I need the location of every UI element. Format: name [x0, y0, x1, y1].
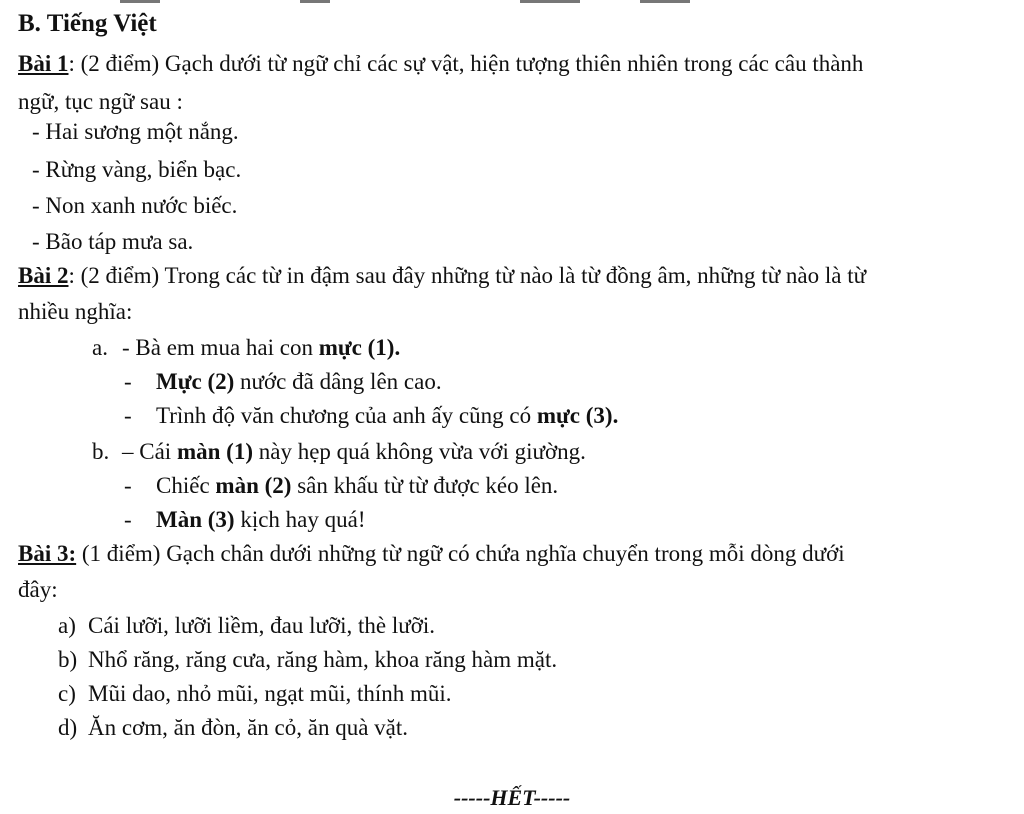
cropped-top-mark — [520, 0, 580, 3]
cropped-top-mark — [300, 0, 330, 3]
bai3-text-line1: (1 điểm) Gạch chân dưới những từ ngữ có chứa nghĩa chuyển trong mỗi dòng dưới — [76, 541, 845, 566]
bai2-b3-bold: Màn (3) — [156, 507, 235, 532]
bai2-item-a2 — [124, 368, 442, 396]
bai2-item-b3 — [124, 506, 366, 534]
bai1-item: - Bão táp mưa sa. — [32, 229, 194, 254]
bullet-dash: - — [124, 369, 132, 394]
bai1-item: - Non xanh nước biếc. — [32, 193, 238, 218]
bai2-a2-text: nước đã dâng lên cao. — [234, 369, 442, 394]
bai3-item-label: b) — [58, 647, 78, 672]
bai2-b3-post: kịch hay quá! — [234, 507, 366, 532]
bai3-item-text: Mũi dao, nhỏ mũi, ngạt mũi, thính mũi. — [88, 681, 452, 706]
bai3-item-text: Ăn cơm, ăn đòn, ăn cỏ, ăn quà vặt. — [88, 715, 409, 740]
bai1-text-line2: ngữ, tục ngữ sau : — [18, 89, 183, 114]
bai3-item-label: d) — [58, 715, 78, 740]
bai2-label: Bài 2 — [18, 263, 69, 288]
bai2-a2-bold: Mực (2) — [156, 369, 235, 394]
bai2-b2-post: sân khấu từ từ được kéo lên. — [291, 473, 559, 498]
bai2-a1-bold: mực (1). — [318, 335, 401, 360]
bai1-label: Bài 1 — [18, 51, 69, 76]
bai2-item-b1 — [92, 438, 586, 466]
bai2-b1-bold: màn (1) — [176, 439, 253, 464]
bai3-item-text: Nhổ răng, răng cưa, răng hàm, khoa răng hàm mặt. — [88, 647, 558, 672]
bai3-label: Bài 3: — [18, 541, 77, 566]
bai2-text-line2: nhiều nghĩa: — [18, 299, 133, 324]
bai3-item-label: a) — [58, 613, 76, 638]
bai2-a3-text: Trình độ văn chương của anh ấy cũng có — [156, 403, 537, 428]
cropped-top-mark — [640, 0, 690, 3]
bai3-item — [58, 714, 408, 742]
bai2-item-a1 — [92, 334, 400, 362]
bullet-dash: - — [124, 403, 132, 428]
bai2-item-a3 — [124, 402, 618, 430]
bai3-item-text: Cái lưỡi, lưỡi liềm, đau lưỡi, thè lưỡi. — [88, 613, 436, 638]
bai2-b2-bold: màn (2) — [215, 473, 292, 498]
bullet-dash: - — [124, 507, 132, 532]
bai2-item-b2 — [124, 472, 558, 500]
bai1-item: - Hai sương một nắng. — [32, 119, 239, 144]
bai3-text-line2: đây: — [18, 577, 58, 602]
bai2-b1-text: – Cái — [122, 439, 177, 464]
bullet-dash: - — [124, 473, 132, 498]
bai3-heading — [18, 540, 845, 568]
bai2-b2-text: Chiếc — [156, 473, 216, 498]
bai3-item-label: c) — [58, 681, 76, 706]
bai3-item — [58, 646, 557, 674]
bai2-a3-bold: mực (3). — [536, 403, 619, 428]
end-marker: -----HẾT----- — [453, 785, 571, 810]
section-title: B. Tiếng Việt — [18, 10, 157, 37]
bai3-item — [58, 612, 435, 640]
bai2-a-label: a. — [92, 335, 108, 360]
bai1-heading — [18, 50, 863, 78]
bai2-b-label: b. — [92, 439, 110, 464]
bai2-heading — [18, 262, 866, 290]
bai2-b1-post: này hẹp quá không vừa với giường. — [252, 439, 586, 464]
bai3-item — [58, 680, 452, 708]
cropped-top-mark — [120, 0, 160, 3]
bai2-a1-text: - Bà em mua hai con — [122, 335, 319, 360]
bai1-item: - Rừng vàng, biển bạc. — [32, 157, 242, 182]
bai1-text-line1: : (2 điểm) Gạch dưới từ ngữ chỉ các sự vật, hiện tượng thiên nhiên trong các câu thành — [68, 51, 864, 76]
bai2-text-line1: : (2 điểm) Trong các từ in đậm sau đây những từ nào là từ đồng âm, những từ nào là từ — [68, 263, 867, 288]
